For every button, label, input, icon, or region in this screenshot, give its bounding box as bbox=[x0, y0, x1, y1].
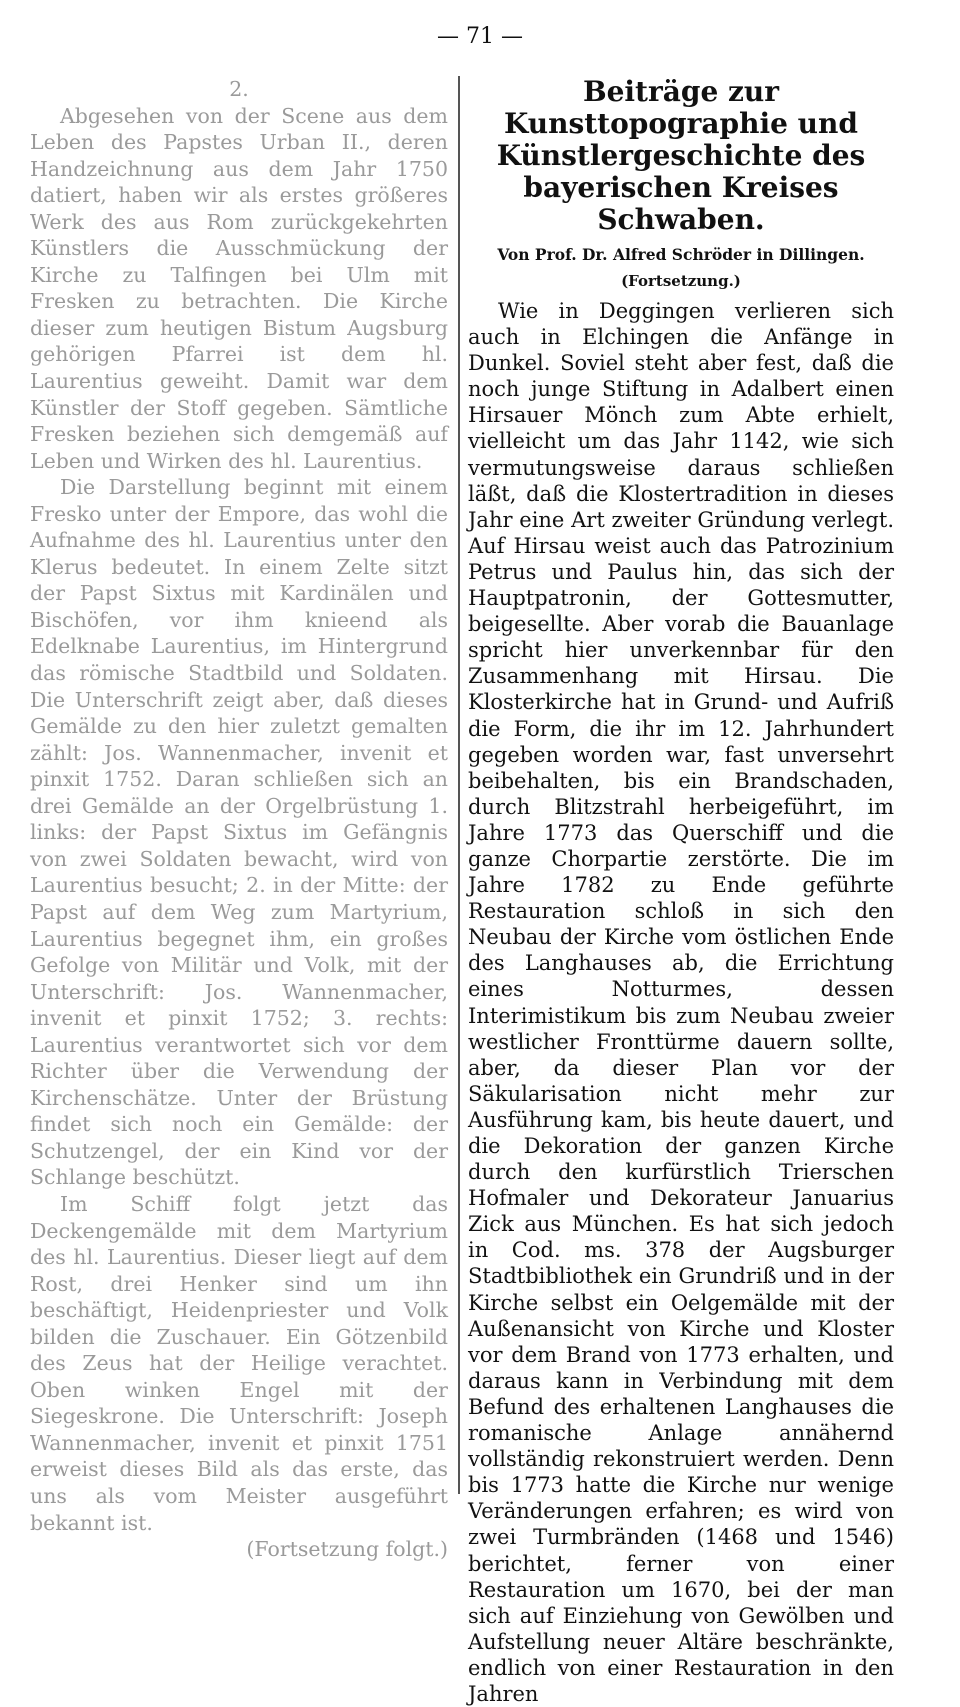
section-number: 2. bbox=[229, 77, 249, 101]
column-divider bbox=[458, 76, 460, 1494]
left-paragraph-2: Die Darstellung beginnt mit einem Fresko unter der Empore, das wohl die Aufnahme des hl. Laurentius unter den Klerus bedeutet. In einem Zelte sitzt der Papst Sixtus mit Kardinälen und Bischöfen, vor ihm knieend als Edelknabe Laurentius, im Hintergrund das römische Stadtbild und Soldaten. Die Unterschrift zeigt aber, daß dieses Gemälde zu den hier zuletzt gemalten zählt: Jos. Wannenmacher, invenit et pinxit 1752. Daran schließen sich an drei Gemälde an der Orgelbrüstung 1. links: der Papst Sixtus im Gefängnis von zwei Soldaten bewacht, wird von Laurentius besucht; 2. in der Mitte: der Papst auf dem Weg zum Martyrium, Laurentius begegnet ihm, ein großes Gefolge von Militär und Volk, mit der Unterschrift: Jos. Wannenmacher, invenit et pinxit 1752; 3. rechts: Laurentius verantwortet sich vor dem Richter über die Verwendung der Kirchenschätze. Unter der Brüstung findet sich noch ein Gemälde: der Schutzengel, der ein Kind vor der Schlange beschützt. bbox=[30, 475, 448, 1190]
left-paragraph-1: Abgesehen von der Scene aus dem Leben des Papstes Urban II., deren Handzeichnung aus dem Jahr 1750 datiert, haben wir als erstes größeres Werk des aus Rom zurückgekehrten Künstlers die Ausschmückung der Kirche zu Talfingen bei Ulm mit Fresken zu betrachten. Die Kirche dieser zum heutigen Bistum Augsburg gehörigen Pfarrei ist dem hl. Laurentius geweiht. Damit war dem Künstler der Stoff gegeben. Sämtliche Fresken beziehen sich demgemäß auf Leben und Wirken des hl. Laurentius. bbox=[30, 103, 448, 473]
right-paragraph-1: Wie in Deggingen verlieren sich auch in Elchingen die Anfänge in Dunkel. Soviel steht aber fest, daß die noch junge Stiftung in Adalbert einen Hirsauer Mönch zum Abte erhielt, vielleicht um das Jahr 1142, wie sich vermutungsweise daraus schließen läßt, daß die Klostertradition in dieses Jahr eine Art zweiter Gründung verlegt. Auf Hirsau weist auch das Patrozinium Petrus und Paulus hin, das sich der Hauptpatronin, der Gottesmutter, beigesellte. Aber vorab die Bauanlage spricht hier unverkennbar für den Zusammenhang mit Hirsau. Die Klosterkirche hat in Grund- und Aufriß die Form, die ihr im 12. Jahrhundert gegeben worden war, fast unversehrt beibehalten, bis ein Brandschaden, durch Blitzstrahl herbeigeführt, im Jahre 1773 das Querschiff und die ganze Chorpartie zerstörte. Die im Jahre 1782 zu Ende geführte Restauration schloß in sich den Neubau der Kirche vom östlichen Ende des Langhauses ab, die Errichtung eines Notturmes, dessen Interimistikum bis zum Neubau zweier westlicher Fronttürme dauern sollte, aber, da dieser Plan vor der Säkularisation nicht mehr zur Ausführung kam, bis heute dauert, und die Dekoration der ganzen Kirche durch den kurfürstlich Trierschen Hofmaler und Dekorateur Januarius Zick aus München. Es hat sich jedoch in Cod. ms. 378 der Augsburger Stadtbibliothek ein Grundriß und in der Kirche selbst ein Oelgemälde mit der Außenansicht von Kirche und Kloster vor dem Brand von 1773 erhalten, und daraus kann in Verbindung mit dem Befund des erhaltenen Langhauses die romanische Anlage annähernd vollständig rekonstruiert werden. Denn bis 1773 hatte die Kirche nur wenige Veränderungen erfahren; es wird von zwei Turmbränden (1468 und 1546) berichtet, ferner von einer Restauration um 1670, bei der man sich auf Einziehung von Gewölben und Aufstellung neuer Altäre beschränkte, endlich von einer Restauration in den Jahren bbox=[468, 299, 894, 1706]
article-byline: Von Prof. Dr. Alfred Schröder in Dillingen. bbox=[497, 245, 865, 264]
article-title: Beiträge zur Kunsttopographie und Künstlergeschichte des bayerischen Kreises Schwaben. bbox=[496, 75, 866, 236]
left-column bbox=[30, 76, 448, 1563]
right-column bbox=[468, 76, 894, 1707]
continuation-label: (Fortsetzung.) bbox=[621, 272, 741, 290]
continuation-note: (Fortsetzung folgt.) bbox=[246, 1537, 448, 1562]
page-number: — 71 — bbox=[437, 24, 523, 49]
left-paragraph-3: Im Schiff folgt jetzt das Deckengemälde mit dem Martyrium des hl. Laurentius. Dieser liegt auf dem Rost, drei Henker sind um ihn beschäftigt, Heidenpriester und Volk bilden die Zuschauer. Ein Götzenbild des Zeus hat der Heilige verachtet. Oben winken Engel mit der Siegeskrone. Die Unterschrift: Joseph Wannenmacher, invenit et pinxit 1751 erweist dieses Bild als das erste, das uns als vom Meister ausgeführt bekannt ist. bbox=[30, 1191, 448, 1535]
